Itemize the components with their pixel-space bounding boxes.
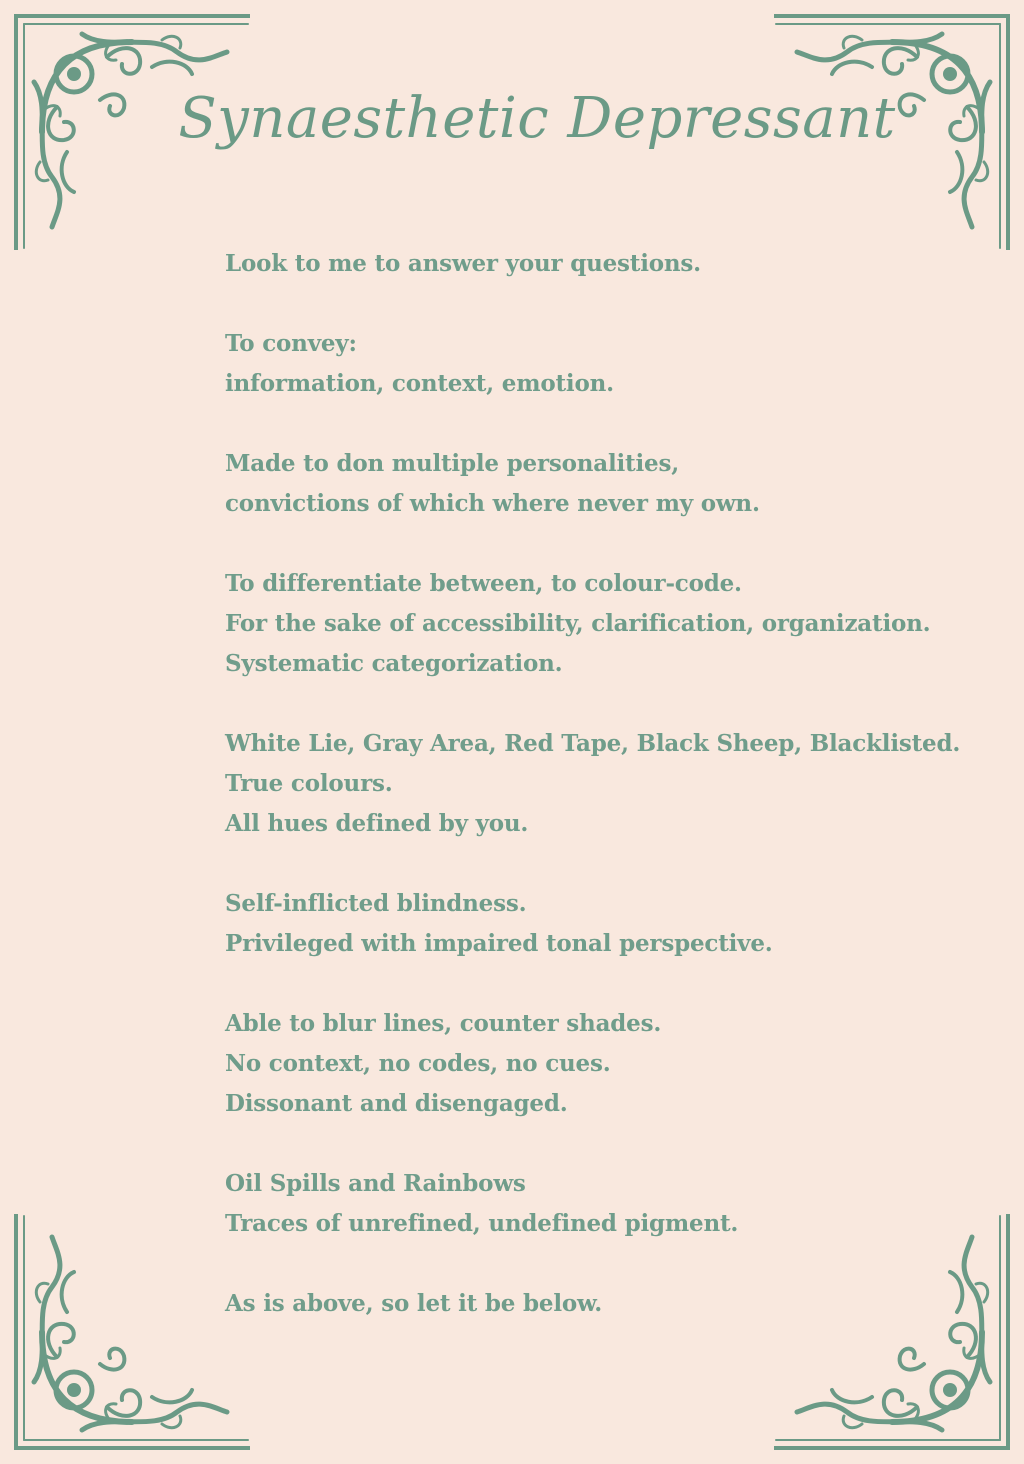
poem-line: Traces of unrefined, undefined pigment. bbox=[225, 1210, 739, 1237]
stanza bbox=[225, 1164, 1005, 1244]
stanza bbox=[225, 244, 1005, 284]
stanza bbox=[225, 724, 1005, 844]
poem-line: No context, no codes, no cues. bbox=[225, 1050, 611, 1077]
ornate-corner-bottom-left-icon bbox=[12, 1212, 252, 1452]
poem-line: For the sake of accessibility, clarification, organization. bbox=[225, 610, 931, 637]
poem-line: True colours. bbox=[225, 770, 393, 797]
stanza bbox=[225, 884, 1005, 964]
poem-line: information, context, emotion. bbox=[225, 370, 614, 397]
poem-line: White Lie, Gray Area, Red Tape, Black Sheep, Blacklisted. bbox=[225, 730, 961, 757]
stanza bbox=[225, 564, 1005, 684]
stanza bbox=[225, 324, 1005, 404]
poem-line: convictions of which where never my own. bbox=[225, 490, 760, 517]
poem-line: Dissonant and disengaged. bbox=[225, 1090, 568, 1117]
poem-line: To differentiate between, to colour-code. bbox=[225, 570, 742, 597]
stanza bbox=[225, 444, 1005, 524]
poem-line: Able to blur lines, counter shades. bbox=[225, 1010, 662, 1037]
poem-line: Self-inflicted blindness. bbox=[225, 890, 527, 917]
poem-line: Systematic categorization. bbox=[225, 650, 563, 677]
poem-line: Privileged with impaired tonal perspective. bbox=[225, 930, 773, 957]
poem-body bbox=[225, 244, 1005, 1364]
poem-line: Oil Spills and Rainbows bbox=[225, 1170, 526, 1197]
poem-line: All hues defined by you. bbox=[225, 810, 529, 837]
poem-line: As is above, so let it be below. bbox=[225, 1290, 603, 1317]
page-title: Synaesthetic Depressant bbox=[178, 86, 896, 151]
poem-line: Made to don multiple personalities, bbox=[225, 450, 679, 477]
poem-line: Look to me to answer your questions. bbox=[225, 250, 701, 277]
stanza bbox=[225, 1284, 1005, 1324]
stanza bbox=[225, 1004, 1005, 1124]
poem-line: To convey: bbox=[225, 330, 357, 357]
